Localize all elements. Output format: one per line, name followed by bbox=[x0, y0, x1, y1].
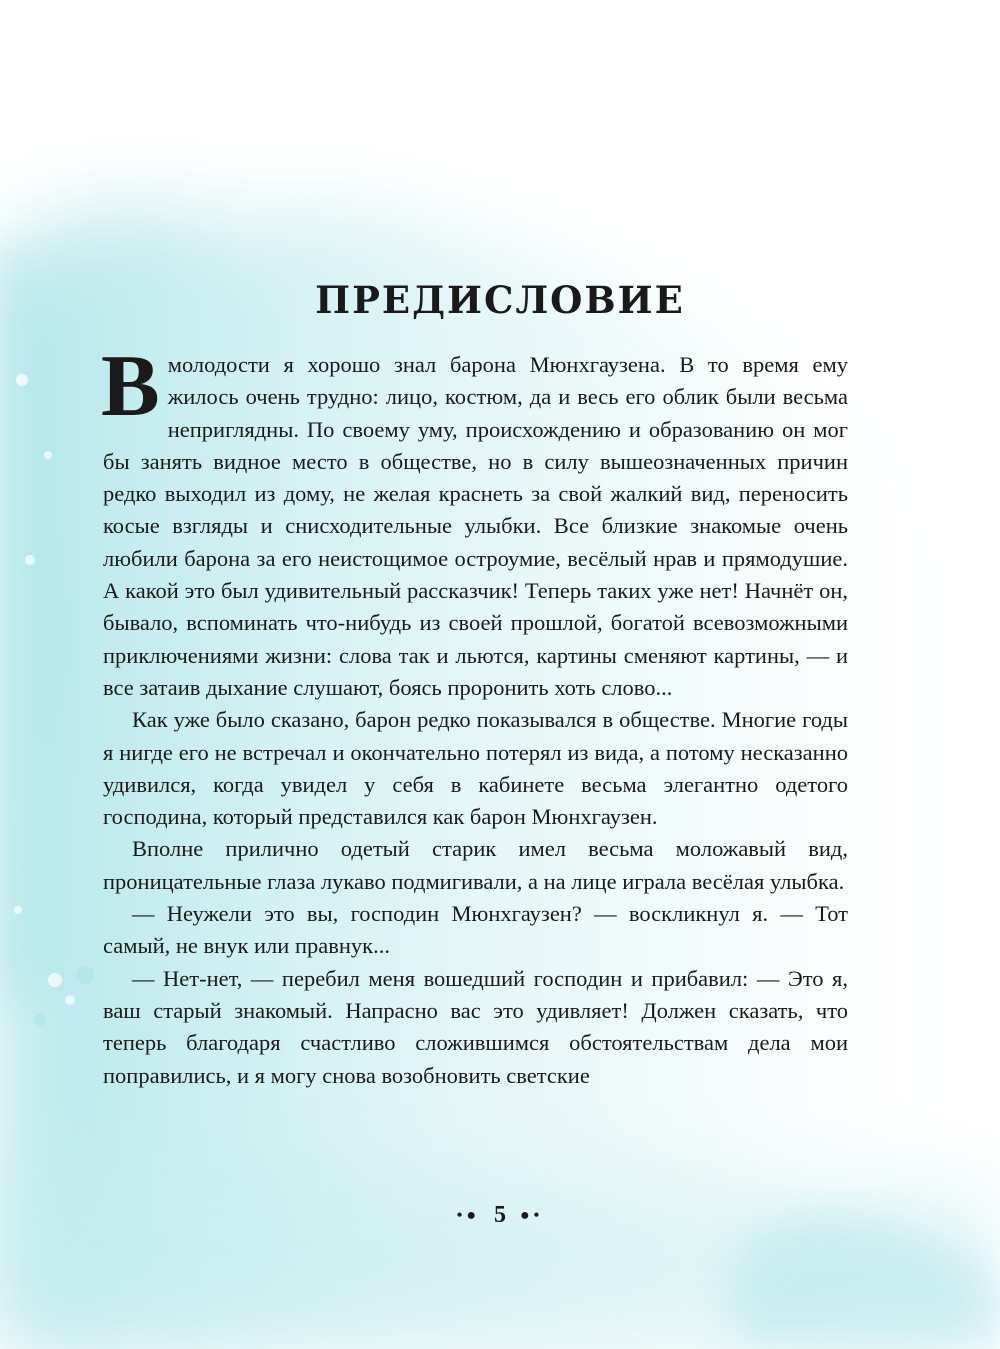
paragraph-4: — Неужели это вы, господин Мюнхгаузен? — воскликнул я. — Тот самый, не внук или правнук... bbox=[103, 901, 848, 959]
paragraph-3: Вполне прилично одетый старик имел весьма моложавый вид, проницательные глаза лукаво подмигивали, а на лице играла весёлая улыбка. bbox=[103, 836, 848, 894]
chapter-body bbox=[101, 338, 848, 1092]
paragraph-1 bbox=[101, 338, 848, 704]
page-number: 5 bbox=[494, 1202, 506, 1228]
chapter-title: ПРЕДИСЛОВИЕ bbox=[315, 278, 685, 322]
page-footer bbox=[0, 1200, 1000, 1231]
drop-cap: В bbox=[101, 338, 160, 435]
paragraph-1-text: молодости я хорошо знал барона Мюнхгаузена. В то время ему жилось очень трудно: лицо, костюм, да и весь его облик были весьма неприглядны. По своему уму, происхождению и образованию он мог бы занять видное место в обществе, но в силу вышеозначенных причин редко выходил из дому, не желая краснеть за свой жалкий вид, переносить косые взгляды и снисходительные улыбки. Все близкие знакомые очень любили барона за его неистощимое остроумие, весёлый нрав и прямодушие. А какой это был удивительный рассказчик! Теперь таких уже нет! Начнёт он, бывало, вспоминать что-нибудь из своей прошлой, богатой всевозможными приключениями жизни: слова так и льются, картины сменяют картины, — и все затаив дыхание слушают, боясь проронить хоть слово... bbox=[103, 352, 848, 700]
decorative-dots-right: ●• bbox=[520, 1207, 544, 1224]
decorative-dots-left: •● bbox=[456, 1207, 480, 1224]
paragraph-2: Как уже было сказано, барон редко показывался в обществе. Многие годы я нигде его не встречал и окончательно потерял из вида, а потому несказанно удивился, когда увидел у себя в кабинете весьма элегантно одетого господина, который представился как барон Мюнхгаузен. bbox=[103, 707, 848, 830]
paragraph-5: — Нет-нет, — перебил меня вошедший господин и прибавил: — Это я, ваш старый знакомый. Напрасно вас это удивляет! Должен сказать, что теперь благодаря счастливо сложившимся обстоятельствам дела мои поправились, и я могу снова возобновить светские bbox=[103, 965, 848, 1088]
